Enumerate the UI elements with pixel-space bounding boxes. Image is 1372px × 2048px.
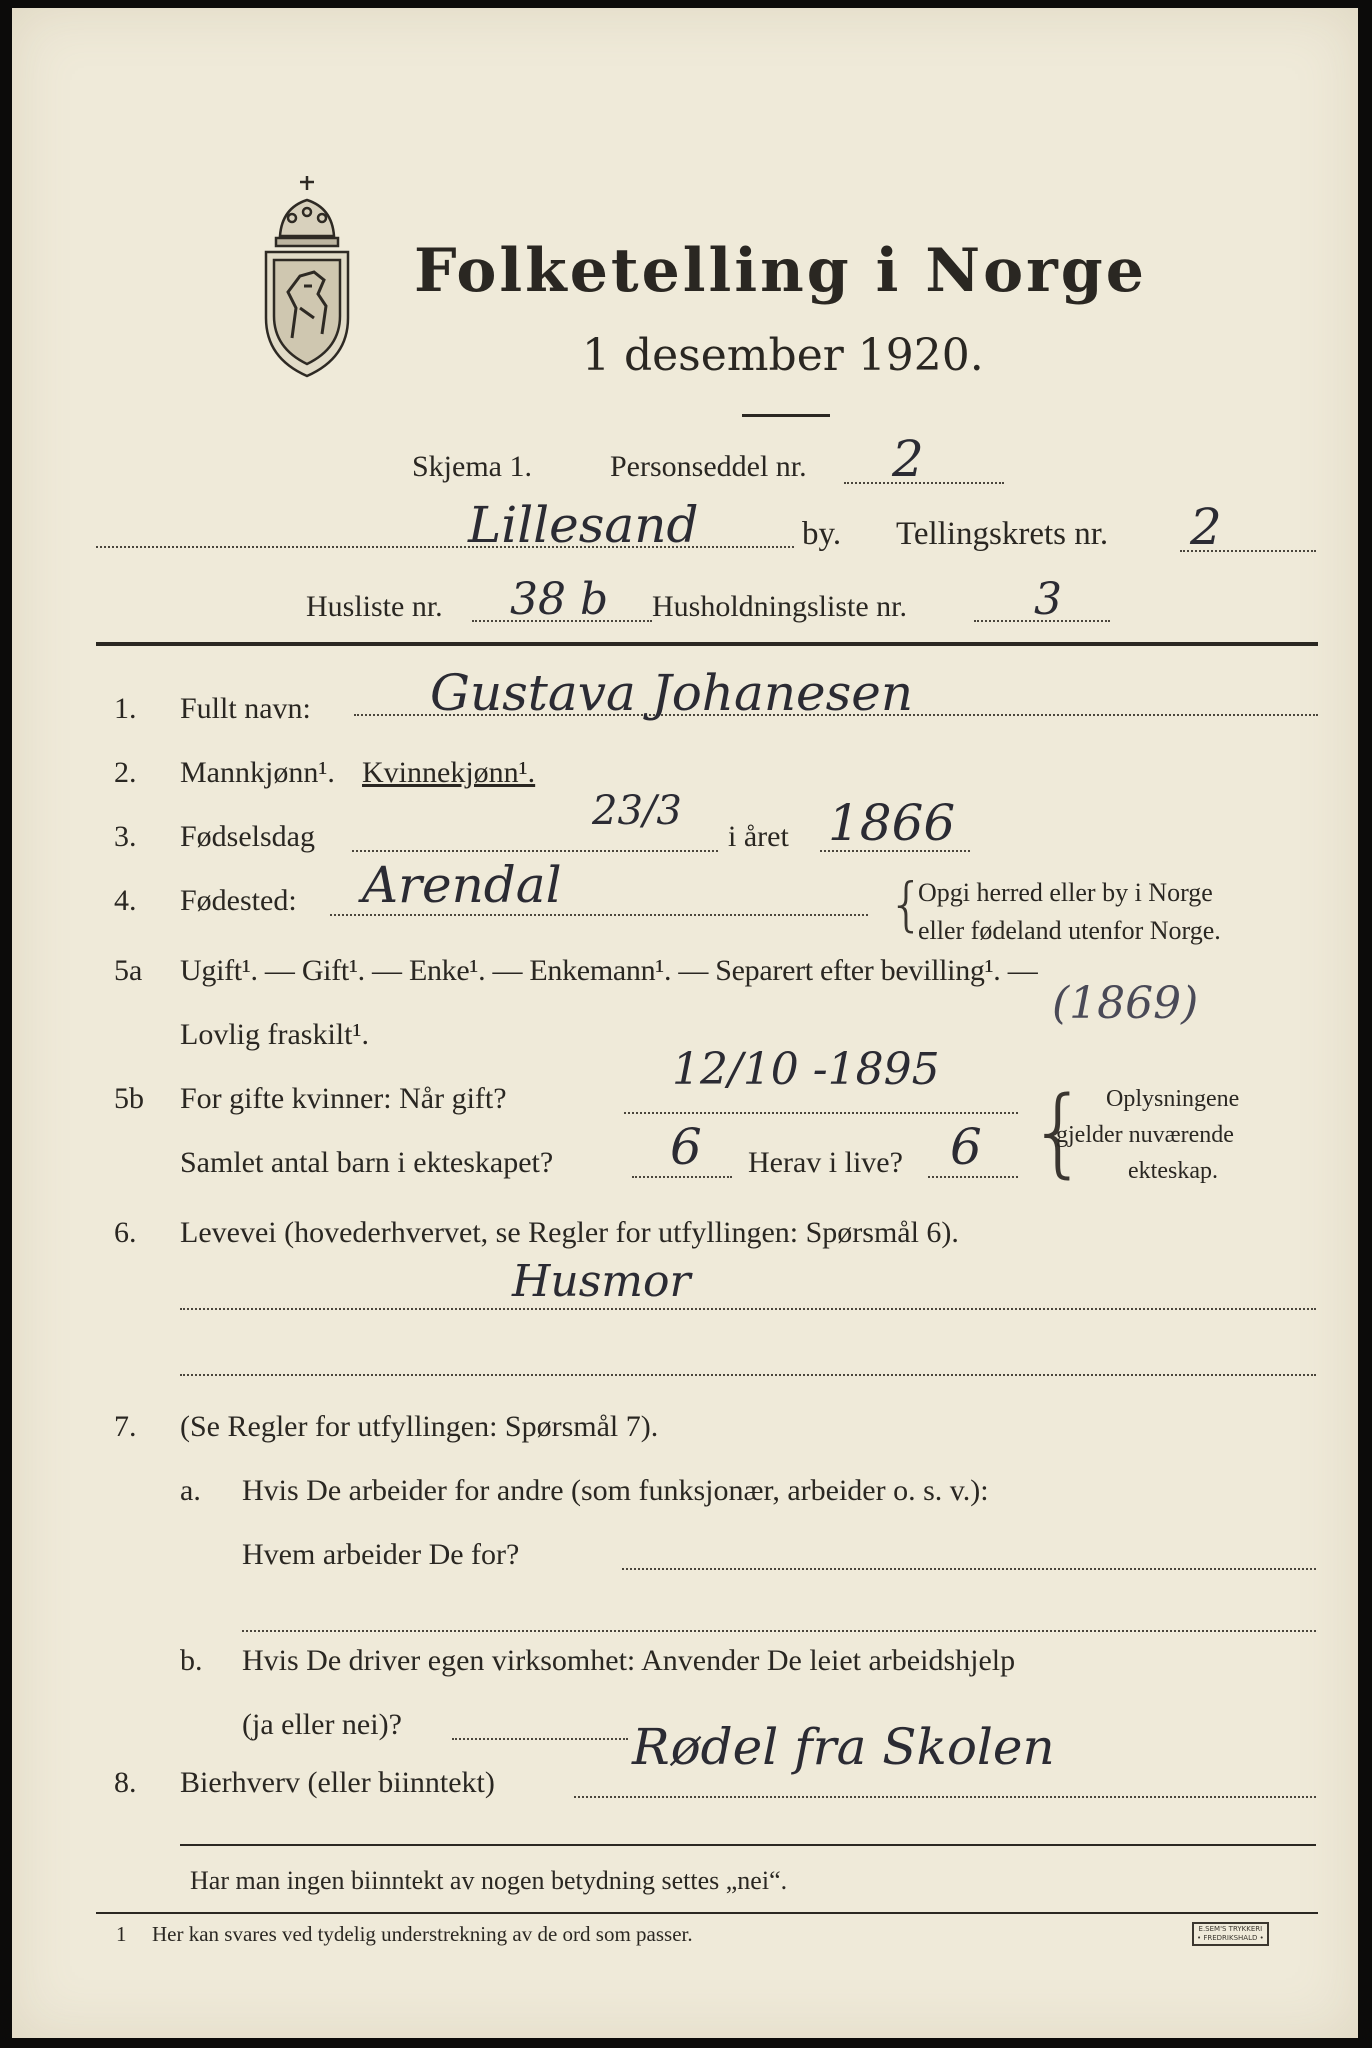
q1-number: 1. <box>114 692 137 725</box>
q1-label: Fullt navn: <box>180 692 311 725</box>
husliste-label: Husliste nr. <box>306 590 443 623</box>
husholdningsliste-label: Husholdningsliste nr. <box>652 590 908 623</box>
skjema-label: Skjema 1. <box>412 450 532 483</box>
q7-number: 7. <box>114 1410 137 1443</box>
q5b-note-line3: ekteskap. <box>1128 1158 1218 1184</box>
printer-stamp: E.SEM'S TRYKKERI • FREDRIKSHALD • <box>1192 1922 1269 1946</box>
q5a-line2: Lovlig fraskilt¹. <box>180 1018 369 1051</box>
q8-value: Rødel fra Skolen <box>632 1718 1055 1776</box>
q4-note-line2: eller fødeland utenfor Norge. <box>918 916 1221 945</box>
q5a-number: 5a <box>114 954 143 987</box>
q3-year-label: i året <box>728 820 789 853</box>
q6-value: Husmor <box>512 1256 691 1307</box>
q5a-line1: Ugift¹. — Gift¹. — Enke¹. — Enkemann¹. — Separert efter bevilling¹. — <box>180 954 1038 987</box>
q1-value: Gustava Johanesen <box>430 664 914 722</box>
q8-label: Bierhverv (eller biinntekt) <box>180 1766 495 1799</box>
tellingskrets-label: Tellingskrets nr. <box>896 516 1109 552</box>
q2-kvinnekjonn: Kvinnekjønn¹. <box>362 756 536 789</box>
form-date: 1 desember 1920. <box>582 330 984 381</box>
q3-number: 3. <box>114 820 137 853</box>
q4-number: 4. <box>114 884 137 917</box>
q8-number: 8. <box>114 1766 137 1799</box>
footnote-mark: 1 <box>116 1922 127 1946</box>
q5a-annotation: (1869) <box>1052 978 1199 1029</box>
footer-rule <box>180 1844 1316 1846</box>
census-form: Folketelling i Norge 1 desember 1920. Skjema 1. Personseddel nr. 2 Lillesand by. Tellingskrets nr. 2 Husliste nr. 38 b Husholdningsliste nr. 3 1. Fullt navn: Gustava Johanesen 2. Mannkjønn¹. Kvinnekjønn¹. 3. Fødselsdag 23/3 i året 1866 4. Fødested: Arendal { Opgi herred eller by i Norge eller fødeland utenfor Norge. 5a Ugift¹. — Gift¹. — Enke¹. — Enkemann¹. — Separert efter bevilling¹. — Lovlig fraskilt¹. (1869) 5b For gifte kvinner: Når gift? 12/10 -1895 Samlet antal barn i ekteskapet? 6 Herav i live? 6 { Oplysningene gjelder nuværende ekteskap. 6. Levevei (hovederhvervet, se Regler for utfyllingen: Spørsmål 6). Husmor 7. (Se Regler for utfyllingen: Spørsmål 7). a. Hvis De arbeider for andre (som funksjonær, arbeider o. s. v.): Hvem arbeider De for? b. Hvis De driver egen virksomhet: Anvender De leiet arbeidshjelp (ja eller nei)? 8. Bierhverv (eller biinntekt) Rødel fra Skolen Har man ingen biinntekt av nogen betydning settes „nei“. 1 Her kan svares ved tydelig understrekning av de ord som passer. E.SEM'S TRYKKERI • FREDRIKSHALD • <box>12 8 1358 2038</box>
footer-note: Har man ingen biinntekt av nogen betydning settes „nei“. <box>190 1866 788 1895</box>
q5b-label2: Samlet antal barn i ekteskapet? <box>180 1146 554 1179</box>
footnote-rule <box>96 1912 1318 1914</box>
q2-number: 2. <box>114 756 137 789</box>
q7-label: (Se Regler for utfyllingen: Spørsmål 7). <box>180 1410 659 1443</box>
q5b-label3: Herav i live? <box>748 1146 903 1179</box>
q7a-number: a. <box>180 1474 201 1507</box>
personseddel-label: Personseddel nr. <box>610 450 807 483</box>
q7b-number: b. <box>180 1644 203 1677</box>
form-title: Folketelling i Norge <box>414 236 1147 306</box>
q5b-label1: For gifte kvinner: Når gift? <box>180 1082 507 1115</box>
title-divider <box>742 414 830 417</box>
q4-label: Fødested: <box>180 884 297 917</box>
q5b-married-value: 12/10 -1895 <box>672 1044 940 1095</box>
header-rule <box>96 642 1318 646</box>
personseddel-value: 2 <box>892 430 924 488</box>
q4-value: Arendal <box>362 856 562 914</box>
town-value: Lillesand <box>468 496 699 554</box>
husholdningsliste-value: 3 <box>1034 574 1062 625</box>
q3-year-value: 1866 <box>828 794 956 852</box>
q3-day-value: 23/3 <box>592 788 682 834</box>
q7a-line1: Hvis De arbeider for andre (som funksjonær, arbeider o. s. v.): <box>242 1474 989 1507</box>
q5b-alive-value: 6 <box>950 1118 982 1176</box>
q3-label: Fødselsdag <box>180 820 315 853</box>
q5b-note-line2: gjelder nuværende <box>1056 1122 1234 1148</box>
q7b-line1: Hvis De driver egen virksomhet: Anvender De leiet arbeidshjelp <box>242 1644 1016 1677</box>
coat-of-arms-icon <box>252 168 362 383</box>
tellingskrets-value: 2 <box>1190 498 1222 556</box>
q5b-children-value: 6 <box>670 1118 702 1176</box>
footnote-text: Her kan svares ved tydelig understrekning av de ord som passer. <box>152 1922 693 1946</box>
q4-note-line1: Opgi herred eller by i Norge <box>918 878 1213 907</box>
q6-number: 6. <box>114 1216 137 1249</box>
q7b-line2: (ja eller nei)? <box>242 1708 402 1741</box>
q2-mannkjonn: Mannkjønn¹. <box>180 756 335 789</box>
q6-label: Levevei (hovederhvervet, se Regler for utfyllingen: Spørsmål 6). <box>180 1216 959 1249</box>
by-label: by. <box>802 516 842 552</box>
q5b-number: 5b <box>114 1082 144 1115</box>
q7a-line2: Hvem arbeider De for? <box>242 1538 520 1571</box>
husliste-value: 38 b <box>510 574 609 625</box>
q5b-note-line1: Oplysningene <box>1106 1086 1240 1112</box>
